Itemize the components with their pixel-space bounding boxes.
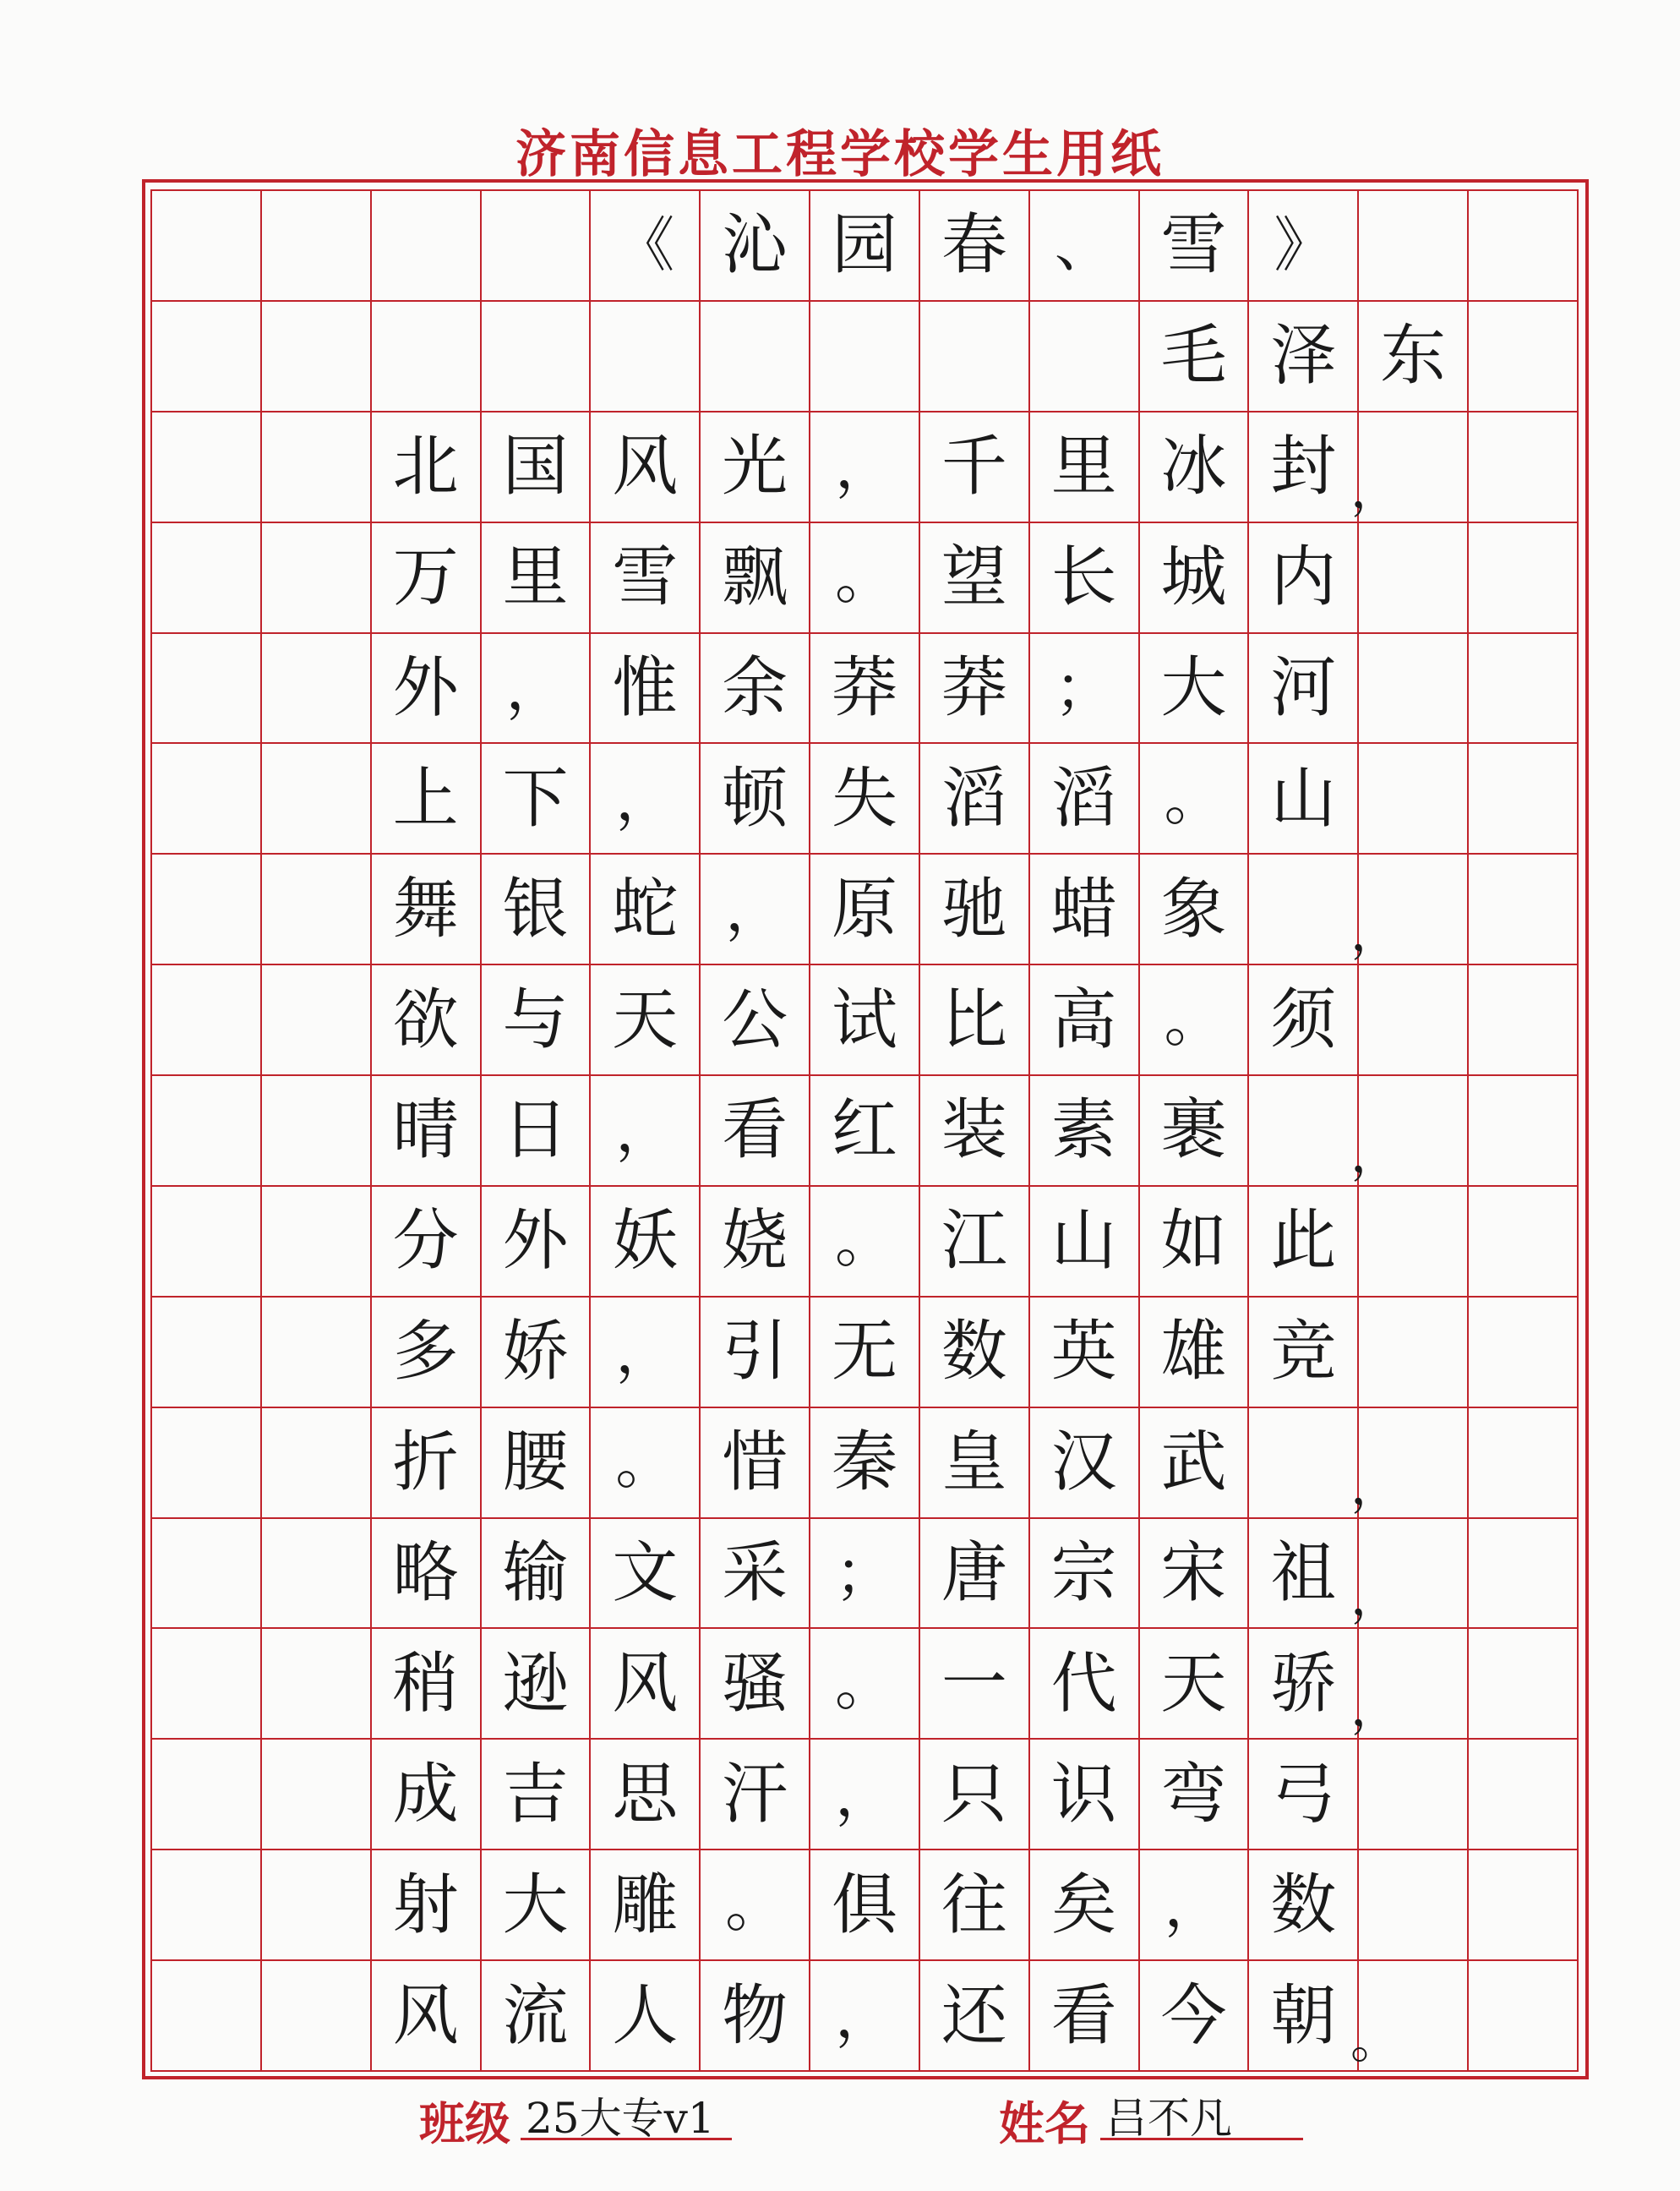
grid-cell: 射 (372, 1850, 482, 1961)
grid-cell: 竞 (1249, 1298, 1359, 1408)
grid-cell: 原 (810, 855, 920, 965)
grid-cell: 英 (1030, 1298, 1140, 1408)
grid-cell (591, 302, 701, 413)
grid-cell (262, 191, 372, 302)
grid-cell (1359, 523, 1469, 634)
grid-cell: 河 (1249, 634, 1359, 745)
grid-cell: 毛 (1140, 302, 1250, 413)
grid-cell: ， (810, 413, 920, 523)
grid-cell (262, 1850, 372, 1961)
grid-cell: 物 (701, 1961, 810, 2072)
grid-cell: 顿 (701, 744, 810, 855)
margin-mark: ， (1350, 1124, 1401, 1184)
grid-cell: 皇 (920, 1408, 1030, 1519)
grid-cell: 飘 (701, 523, 810, 634)
grid-cell: 江 (920, 1187, 1030, 1298)
grid-cell: 国 (482, 413, 592, 523)
grid-cell (1359, 191, 1469, 302)
grid-cell: 欲 (372, 965, 482, 1076)
grid-cell: 银 (482, 855, 592, 965)
grid-cell: ， (810, 1961, 920, 2072)
grid-cell (1469, 744, 1579, 855)
class-value: 25大专v1 (521, 2084, 732, 2140)
grid-cell: 素 (1030, 1076, 1140, 1187)
grid-cell (152, 744, 262, 855)
grid-cell (482, 302, 592, 413)
grid-cell (1249, 855, 1359, 965)
margin-mark: ， (1350, 1456, 1401, 1516)
grid-cell: 公 (701, 965, 810, 1076)
grid-cell: 比 (920, 965, 1030, 1076)
grid-cell (152, 523, 262, 634)
grid-cell: ； (810, 1519, 920, 1630)
grid-cell (1469, 1740, 1579, 1850)
grid-cell (152, 965, 262, 1076)
grid-cell: 宗 (1030, 1519, 1140, 1630)
grid-cell: 朝 (1249, 1961, 1359, 2072)
grid-cell: 文 (591, 1519, 701, 1630)
grid-cell: 春 (920, 191, 1030, 302)
grid-cell: 引 (701, 1298, 810, 1408)
grid-cell: 分 (372, 1187, 482, 1298)
grid-cell: 裹 (1140, 1076, 1250, 1187)
grid-cell: 汉 (1030, 1408, 1140, 1519)
grid-cell: 武 (1140, 1408, 1250, 1519)
grid-cell: 天 (591, 965, 701, 1076)
grid-cell (1469, 191, 1579, 302)
grid-cell (1249, 1076, 1359, 1187)
grid-cell: 。 (1140, 744, 1250, 855)
grid-cell: ； (1030, 634, 1140, 745)
grid-cell: 红 (810, 1076, 920, 1187)
grid-cell (262, 1519, 372, 1630)
grid-cell: 装 (920, 1076, 1030, 1187)
grid-cell: 山 (1030, 1187, 1140, 1298)
margin-mark: 。 (1350, 2010, 1401, 2070)
grid-cell (152, 1740, 262, 1850)
grid-cell: 》 (1249, 191, 1359, 302)
grid-cell (152, 1408, 262, 1519)
grid-cell: 娇 (482, 1298, 592, 1408)
grid-cell: 弓 (1249, 1740, 1359, 1850)
grid-cell: 祖 (1249, 1519, 1359, 1630)
grid-cell (152, 1850, 262, 1961)
grid-cell (152, 1298, 262, 1408)
grid-cell: 汗 (701, 1740, 810, 1850)
grid-cell (1469, 523, 1579, 634)
grid-cell: 如 (1140, 1187, 1250, 1298)
grid-cell: 吉 (482, 1740, 592, 1850)
grid-cell: 高 (1030, 965, 1140, 1076)
grid-cell: 外 (372, 634, 482, 745)
grid-cell: 惜 (701, 1408, 810, 1519)
grid-cell: 里 (482, 523, 592, 634)
grid-cell (1359, 1187, 1469, 1298)
grid-cell (1469, 1519, 1579, 1630)
grid-cell (152, 191, 262, 302)
grid-cell: 识 (1030, 1740, 1140, 1850)
grid-cell (262, 1629, 372, 1740)
grid-cell: ， (591, 744, 701, 855)
grid-cell: 晴 (372, 1076, 482, 1187)
grid-cell: 、 (1030, 191, 1140, 302)
grid-cell (1469, 1076, 1579, 1187)
grid-cell: 看 (701, 1076, 810, 1187)
grid-cell: 妖 (591, 1187, 701, 1298)
grid-cell: ， (591, 1298, 701, 1408)
grid-cell: 外 (482, 1187, 592, 1298)
grid-cell (1469, 1187, 1579, 1298)
grid-cell: 光 (701, 413, 810, 523)
grid-cell: 娆 (701, 1187, 810, 1298)
grid-cell: 雕 (591, 1850, 701, 1961)
grid-cell: ， (810, 1740, 920, 1850)
grid-cell: 矣 (1030, 1850, 1140, 1961)
grid-cell (1359, 1740, 1469, 1850)
grid-cell: 城 (1140, 523, 1250, 634)
grid-cell: 数 (1249, 1850, 1359, 1961)
grid-cell: 北 (372, 413, 482, 523)
grid-cell: 与 (482, 965, 592, 1076)
grid-cell: 俱 (810, 1850, 920, 1961)
grid-cell: 雄 (1140, 1298, 1250, 1408)
grid-cell: 。 (810, 1187, 920, 1298)
name-value: 吕不凡 (1100, 2084, 1303, 2140)
grid-cell: 一 (920, 1629, 1030, 1740)
grid-cell: 封 (1249, 413, 1359, 523)
grid-cell (1469, 855, 1579, 965)
grid-cell (152, 1076, 262, 1187)
grid-cell (1359, 634, 1469, 745)
grid-cell: ， (482, 634, 592, 745)
grid-cell: 雪 (1140, 191, 1250, 302)
grid-cell: 《 (591, 191, 701, 302)
grid-cell (482, 191, 592, 302)
grid-cell (262, 744, 372, 855)
grid-cell (810, 302, 920, 413)
grid-cell: 下 (482, 744, 592, 855)
grid-cell: 风 (372, 1961, 482, 2072)
grid-cell: 千 (920, 413, 1030, 523)
grid-cell: 流 (482, 1961, 592, 2072)
grid-cell: 万 (372, 523, 482, 634)
grid-cell (262, 855, 372, 965)
grid-cell: ， (1140, 1850, 1250, 1961)
grid-cell: 余 (701, 634, 810, 745)
grid-cell (1469, 634, 1579, 745)
grid-cell: 。 (1140, 965, 1250, 1076)
grid-cell: 。 (810, 523, 920, 634)
grid-cell: 风 (591, 1629, 701, 1740)
grid-cell: 此 (1249, 1187, 1359, 1298)
grid-cell: 多 (372, 1298, 482, 1408)
grid-cell (1249, 1408, 1359, 1519)
grid-cell: 滔 (1030, 744, 1140, 855)
grid-cell: 里 (1030, 413, 1140, 523)
grid-cell: 骄 (1249, 1629, 1359, 1740)
grid-cell: 只 (920, 1740, 1030, 1850)
grid-cell: 腰 (482, 1408, 592, 1519)
grid-cell (262, 413, 372, 523)
grid-cell: 日 (482, 1076, 592, 1187)
margin-mark: ， (1350, 903, 1401, 963)
grid-cell: 驰 (920, 855, 1030, 965)
grid-cell: 采 (701, 1519, 810, 1630)
grid-cell (152, 302, 262, 413)
grid-cell (1030, 302, 1140, 413)
grid-cell: 秦 (810, 1408, 920, 1519)
grid-cell (262, 302, 372, 413)
grid-cell: 成 (372, 1740, 482, 1850)
grid-cell: 大 (482, 1850, 592, 1961)
grid-cell: 泽 (1249, 302, 1359, 413)
grid-cell (1359, 965, 1469, 1076)
grid-cell (1469, 1961, 1579, 2072)
grid-cell (262, 634, 372, 745)
grid-cell: 内 (1249, 523, 1359, 634)
grid-cell: ， (701, 855, 810, 965)
grid-cell (152, 855, 262, 965)
grid-cell: 略 (372, 1519, 482, 1630)
grid-cell: 莽 (920, 634, 1030, 745)
grid-cell: 看 (1030, 1961, 1140, 2072)
grid-cell: 今 (1140, 1961, 1250, 2072)
grid-cell (372, 302, 482, 413)
grid-cell (1469, 1408, 1579, 1519)
grid-cell: 山 (1249, 744, 1359, 855)
grid-cell (1469, 1298, 1579, 1408)
grid-cell: 东 (1359, 302, 1469, 413)
grid-cell: 失 (810, 744, 920, 855)
grid-cell: 思 (591, 1740, 701, 1850)
grid-cell: 逊 (482, 1629, 592, 1740)
grid-cell: 宋 (1140, 1519, 1250, 1630)
grid-cell: 风 (591, 413, 701, 523)
grid-cell (1469, 1850, 1579, 1961)
grid-cell (262, 1187, 372, 1298)
grid-cell: 雪 (591, 523, 701, 634)
grid-cell (1359, 1298, 1469, 1408)
grid-cell (1469, 965, 1579, 1076)
grid-cell: 。 (701, 1850, 810, 1961)
grid-cell: 长 (1030, 523, 1140, 634)
grid-cell: 。 (810, 1629, 920, 1740)
name-label: 姓名 (999, 2096, 1090, 2150)
grid-cell: 天 (1140, 1629, 1250, 1740)
grid-cell: ， (591, 1076, 701, 1187)
margin-mark: ， (1350, 460, 1401, 520)
grid-cell: 莽 (810, 634, 920, 745)
grid-cell (152, 1519, 262, 1630)
grid-cell: 须 (1249, 965, 1359, 1076)
grid-cell (152, 1187, 262, 1298)
grid-cell: 。 (591, 1408, 701, 1519)
grid-cell: 象 (1140, 855, 1250, 965)
grid-cell (701, 302, 810, 413)
grid-cell: 数 (920, 1298, 1030, 1408)
grid-cell: 骚 (701, 1629, 810, 1740)
grid-cell (372, 191, 482, 302)
grid-cell: 无 (810, 1298, 920, 1408)
grid-cell (1469, 302, 1579, 413)
grid-cell (920, 302, 1030, 413)
grid-cell: 蜡 (1030, 855, 1140, 965)
grid-cell (262, 1298, 372, 1408)
grid-cell: 望 (920, 523, 1030, 634)
grid-cell: 弯 (1140, 1740, 1250, 1850)
grid-cell: 冰 (1140, 413, 1250, 523)
grid-cell (262, 1740, 372, 1850)
grid-cell: 代 (1030, 1629, 1140, 1740)
grid-cell: 稍 (372, 1629, 482, 1740)
grid-cell: 大 (1140, 634, 1250, 745)
grid-cell (1359, 744, 1469, 855)
grid-cell: 折 (372, 1408, 482, 1519)
grid-cell: 试 (810, 965, 920, 1076)
grid-cell (262, 1408, 372, 1519)
grid-cell: 输 (482, 1519, 592, 1630)
grid-cell (152, 413, 262, 523)
grid-cell: 还 (920, 1961, 1030, 2072)
margin-mark: ， (1350, 1567, 1401, 1627)
grid-cell: 园 (810, 191, 920, 302)
margin-mark: ， (1350, 1678, 1401, 1738)
grid-cell (152, 634, 262, 745)
grid-cell (262, 965, 372, 1076)
grid-cell (152, 1629, 262, 1740)
grid-cell (152, 1961, 262, 2072)
paper-title: 济南信息工程学校学生用纸 (515, 125, 1165, 184)
class-label: 班级 (419, 2096, 510, 2150)
grid-cell: 沁 (701, 191, 810, 302)
grid-cell: 唐 (920, 1519, 1030, 1630)
grid-cell: 滔 (920, 744, 1030, 855)
grid-cell: 往 (920, 1850, 1030, 1961)
grid-cell (1469, 413, 1579, 523)
grid-cell: 惟 (591, 634, 701, 745)
grid-cell (262, 1076, 372, 1187)
grid-cell: 上 (372, 744, 482, 855)
grid-cell (262, 1961, 372, 2072)
grid-cell: 蛇 (591, 855, 701, 965)
grid-cell (1359, 1850, 1469, 1961)
grid-cell: 人 (591, 1961, 701, 2072)
grid-cell (1469, 1629, 1579, 1740)
grid-cell: 舞 (372, 855, 482, 965)
grid-cell (262, 523, 372, 634)
